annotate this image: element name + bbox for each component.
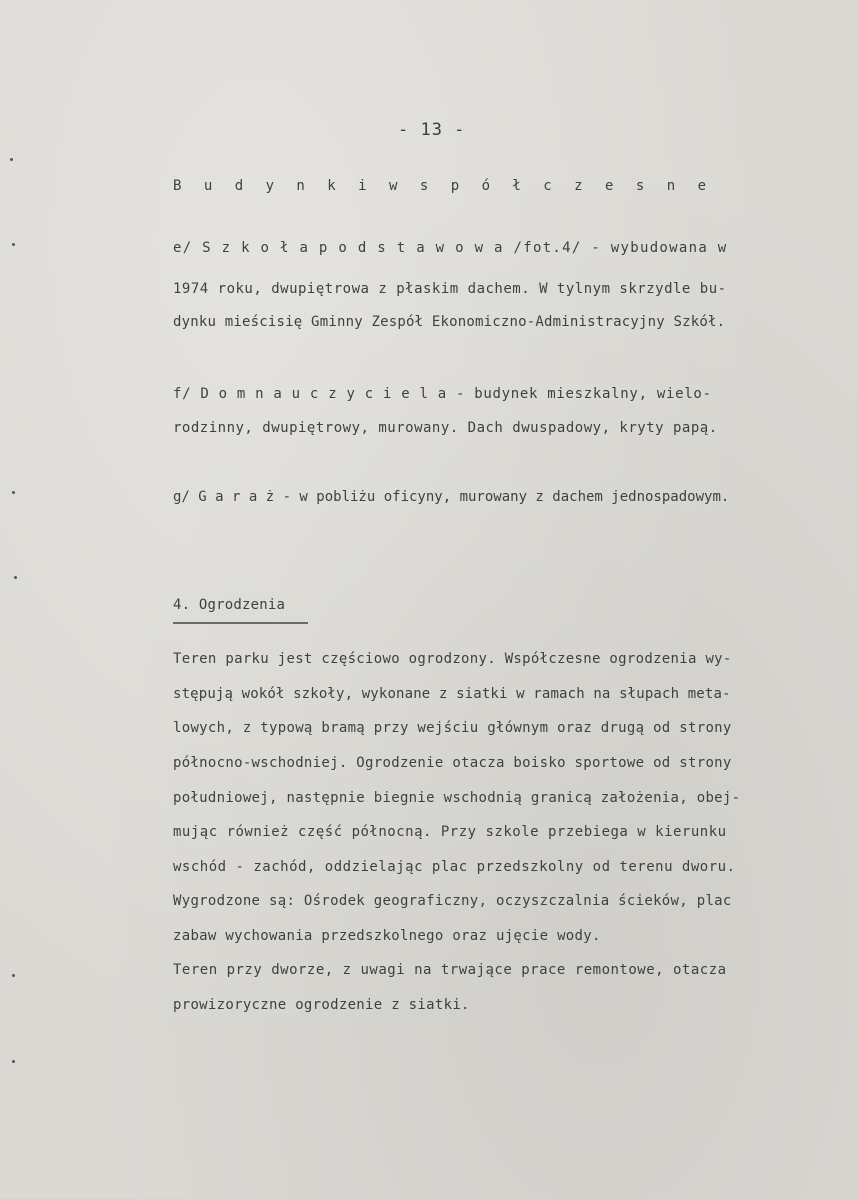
scan-speck: [12, 243, 15, 246]
section-4-line-8: Wygrodzone są: Ośrodek geograficzny, oczyszczalnia ścieków, plac: [173, 893, 732, 909]
scan-speck: [12, 491, 15, 494]
scan-speck: [12, 1060, 15, 1063]
section-4-line-6: mując również część północną. Przy szkole przebiega w kierunku: [173, 824, 727, 840]
page-number: - 13 -: [398, 120, 466, 140]
section-4-line-11: prowizoryczne ogrodzenie z siatki.: [173, 997, 470, 1013]
section-4-line-1: Teren parku jest częściowo ogrodzony. Współczesne ogrodzenia wy-: [173, 651, 732, 667]
section-4-heading-underline: [173, 622, 308, 624]
scan-speck: [10, 158, 13, 161]
section-4-line-10: Teren przy dworze, z uwagi na trwające prace remontowe, otacza: [173, 962, 727, 978]
item-g-line-1: g/ G a r a ż - w pobliżu oficyny, murowany z dachem jednospadowym.: [173, 489, 730, 505]
scan-speck: [14, 576, 17, 579]
section-4-line-4: północno-wschodniej. Ogrodzenie otacza boisko sportowe od strony: [173, 755, 732, 771]
scan-speck: [12, 974, 15, 977]
section-4-line-9: zabaw wychowania przedszkolnego oraz ujęcie wody.: [173, 928, 601, 944]
section-4-line-3: lowych, z typową bramą przy wejściu głównym oraz drugą od strony: [173, 720, 732, 736]
item-f-line-1: f/ D o m n a u c z y c i e l a - budynek mieszkalny, wielo-: [173, 386, 712, 402]
section-4-heading: 4. Ogrodzenia: [173, 597, 286, 613]
item-e-line-3: dynku mieścisię Gminny Zespół Ekonomiczno-Administracyjny Szkół.: [173, 314, 726, 330]
item-e-line-2: 1974 roku, dwupiętrowa z płaskim dachem. W tylnym skrzydle bu-: [173, 281, 727, 297]
item-e-line-1: e/ S z k o ł a p o d s t a w o w a /fot.4/ - wybudowana w: [173, 240, 728, 256]
section-4-line-7: wschód - zachód, oddzielając plac przedszkolny od terenu dworu.: [173, 859, 736, 875]
section-4-line-5: południowej, następnie biegnie wschodnią granicą założenia, obej-: [173, 790, 741, 806]
section-4-line-2: stępują wokół szkoły, wykonane z siatki w ramach na słupach meta-: [173, 686, 731, 702]
item-f-line-2: rodzinny, dwupiętrowy, murowany. Dach dwuspadowy, kryty papą.: [173, 420, 718, 436]
section-heading: B u d y n k i w s p ó ł c z e s n e: [173, 178, 714, 194]
